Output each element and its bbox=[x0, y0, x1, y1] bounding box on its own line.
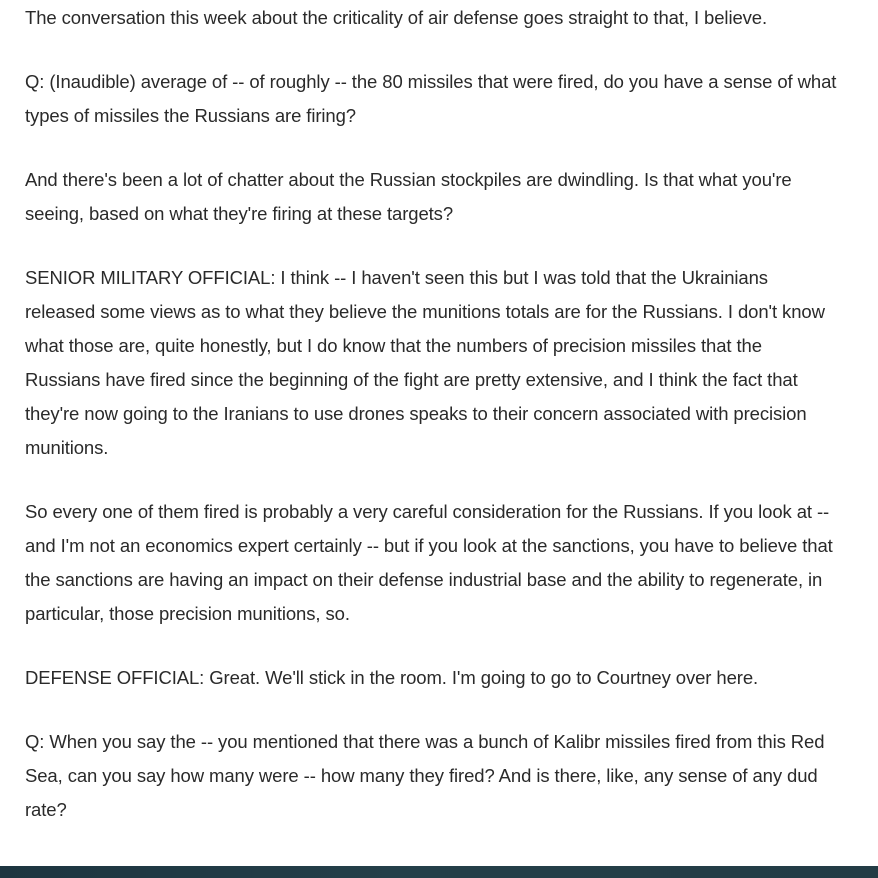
transcript-paragraph: SENIOR MILITARY OFFICIAL: I think -- I haven't seen this but I was told that the Ukrainians released some views as to what they believe the munitions totals are for the Russians. I don't know what those are, quite honestly, but I do know that the numbers of precision missiles that the Russians have fired since the beginning of the fight are pretty extensive, and I think the fact that they're now going to the Iranians to use drones speaks to their concern associated with precision munitions. bbox=[25, 267, 825, 458]
transcript-paragraph: So every one of them fired is probably a very careful consideration for the Russians. If you look at -- and I'm not an economics expert certainly -- but if you look at the sanctions, you have to believe that the sanctions are having an impact on their defense industrial base and the ability to regenerate, in particular, those precision munitions, so. bbox=[25, 501, 833, 624]
bottom-overlay-bar bbox=[0, 866, 878, 878]
transcript-paragraph: Q: (Inaudible) average of -- of roughly -- the 80 missiles that were fired, do you have a sense of what types of missiles the Russians are firing? bbox=[25, 71, 837, 126]
transcript-paragraph: The conversation this week about the criticality of air defense goes straight to that, I believe. bbox=[25, 7, 768, 28]
transcript-paragraph: Q: When you say the -- you mentioned that there was a bunch of Kalibr missiles fired from this Red Sea, can you say how many were -- how many they fired? And is there, like, any sense of any dud rate? bbox=[25, 731, 825, 820]
transcript-paragraph: DEFENSE OFFICIAL: Great. We'll stick in the room. I'm going to go to Courtney over here. bbox=[25, 667, 759, 688]
transcript-body bbox=[25, 0, 837, 827]
transcript-paragraph: And there's been a lot of chatter about the Russian stockpiles are dwindling. Is that what you're seeing, based on what they're firing at these targets? bbox=[25, 169, 792, 224]
